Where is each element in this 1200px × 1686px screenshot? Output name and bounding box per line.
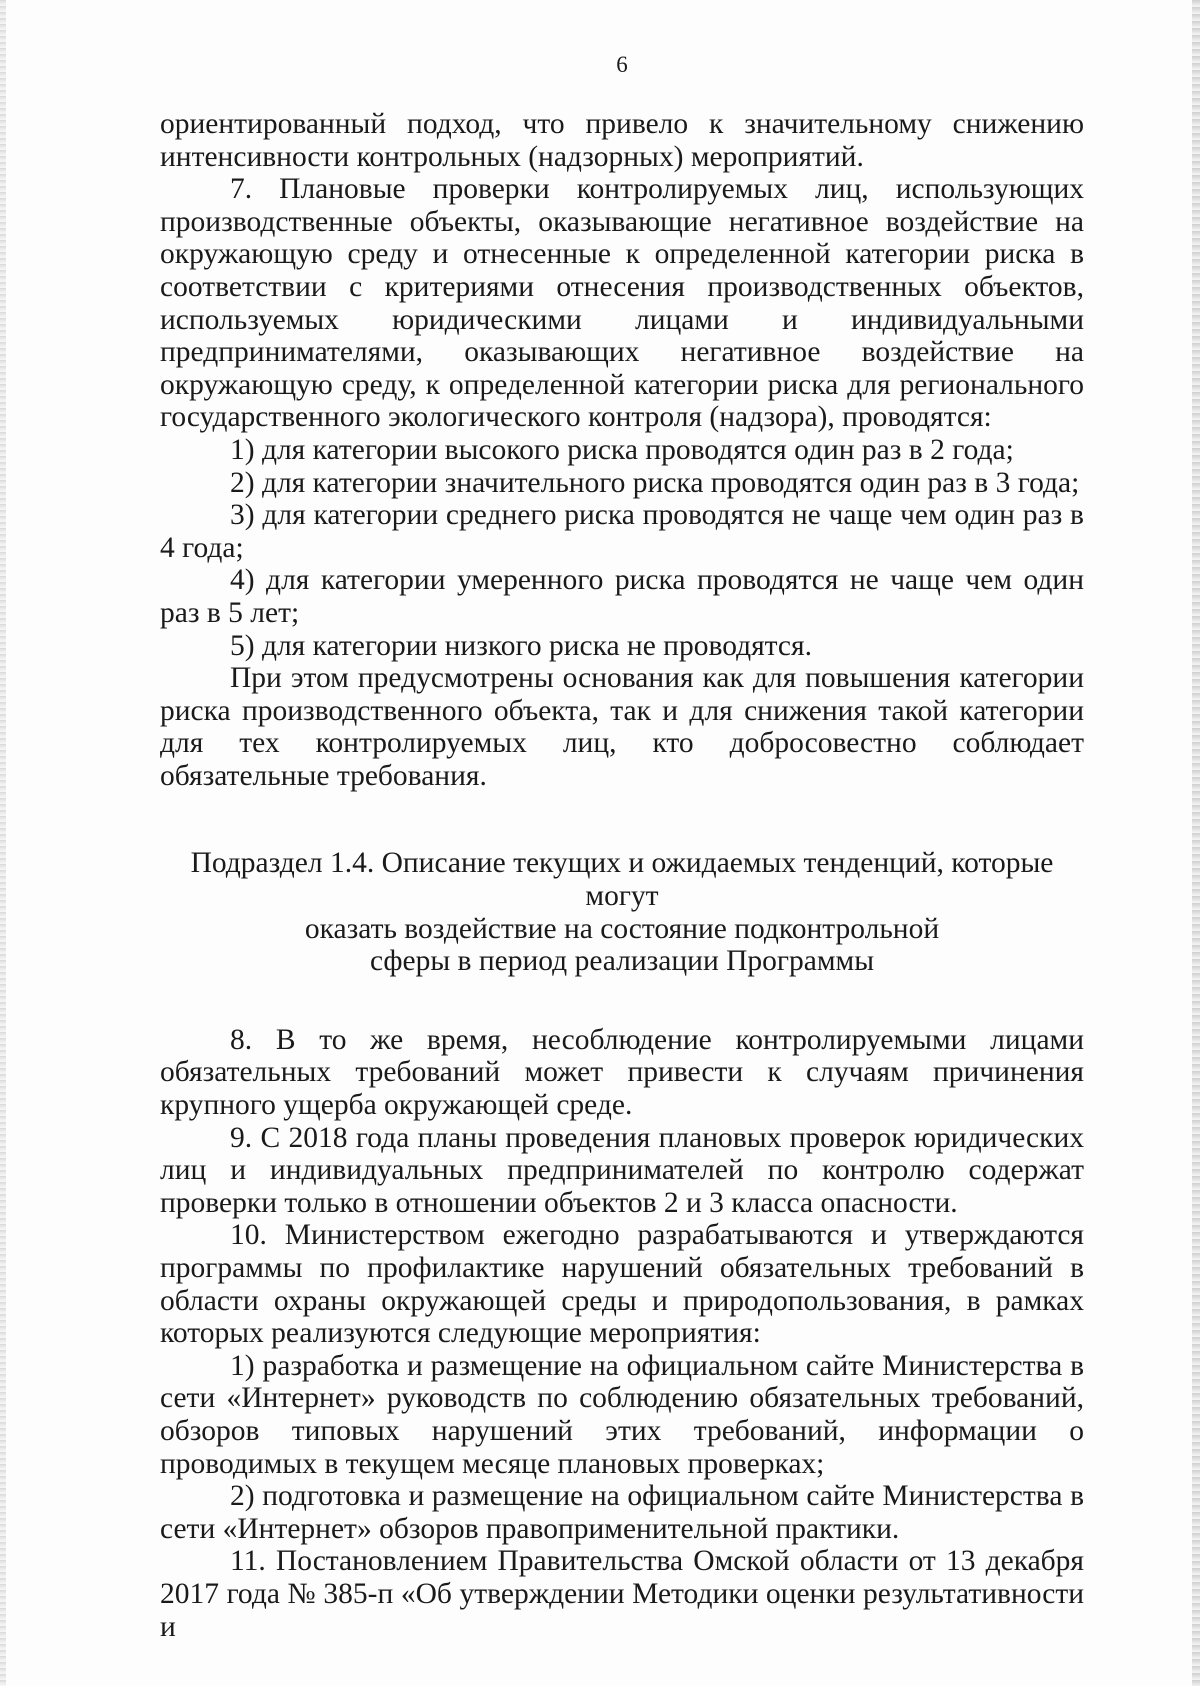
list-item-7-5: 5) для категории низкого риска не проводятся. <box>230 629 812 662</box>
scan-edge-left <box>0 0 6 1686</box>
paragraph-continuation: ориентированный подход, что привело к значительному снижению интенсивности контрольных (надзорных) мероприятий. <box>160 108 1084 173</box>
paragraph-11: 11. Постановлением Правительства Омской области от 13 декабря 2017 года № 385-п «Об утверждении Методики оценки результативности и <box>160 1545 1084 1643</box>
paragraph-7-note: При этом предусмотрены основания как для повышения категории риска производственного объекта, так и для снижения такой категории для тех контролируемых лиц, кто добросовестно соблюдает обязательные требования. <box>160 662 1084 792</box>
section-heading-line-2: оказать воздействие на состояние подконтрольной <box>304 912 940 945</box>
document-body <box>160 108 1084 1643</box>
list-item-10-1: 1) разработка и размещение на официальном сайте Министерства в сети «Интернет» руководств по соблюдению обязательных требований, обзоров типовых нарушений этих требований, информации о проводимых в текущем месяце плановых проверках; <box>160 1349 1084 1480</box>
paragraph-7: 7. Плановые проверки контролируемых лиц, использующих производственные объекты, оказывающие негативное воздействие на окружающую среду и отнесенные к определенной категории риска в соответствии с критериями отнесения производственных объектов, используемых юридическими лицами и индивидуальными предпринимателями, оказывающих негативное воздействие на окружающую среду, к определенной категории риска для регионального государственного экологического контроля (надзора), проводятся: <box>160 173 1084 434</box>
paragraph-10: 10. Министерством ежегодно разрабатываются и утверждаются программы по профилактике нарушений обязательных требований в области охраны окружающей среды и природопользования, в рамках которых реализуются следующие мероприятия: <box>160 1219 1084 1350</box>
list-item-7-1: 1) для категории высокого риска проводятся один раз в 2 года; <box>230 433 1014 466</box>
paragraph-8: 8. В то же время, несоблюдение контролируемыми лицами обязательных требований может привести к случаям причинения крупного ущерба окружающей среде. <box>160 1023 1084 1122</box>
list-item-7-4: 4) для категории умеренного риска проводятся не чаще чем один раз в 5 лет; <box>160 564 1084 629</box>
section-heading <box>160 847 1084 977</box>
list-item-7-2: 2) для категории значительного риска проводятся один раз в 3 года; <box>230 466 1080 499</box>
section-heading-line-3: сферы в период реализации Программы <box>369 945 875 978</box>
paragraph-9: 9. С 2018 года планы проведения плановых проверок юридических лиц и индивидуальных предпринимателей по контролю содержат проверки только в отношении объектов 2 и 3 класса опасности. <box>160 1121 1084 1219</box>
scan-edge-right <box>1192 0 1200 1686</box>
section-heading-line-1: Подраздел 1.4. Описание текущих и ожидаемых тенденций, которые могут <box>190 847 1054 913</box>
page-number: 6 <box>616 52 628 77</box>
list-item-7-3: 3) для категории среднего риска проводятся не чаще чем один раз в 4 года; <box>160 499 1084 564</box>
list-item-10-2: 2) подготовка и размещение на официальном сайте Министерства в сети «Интернет» обзоров правоприменительной практики. <box>160 1480 1084 1545</box>
